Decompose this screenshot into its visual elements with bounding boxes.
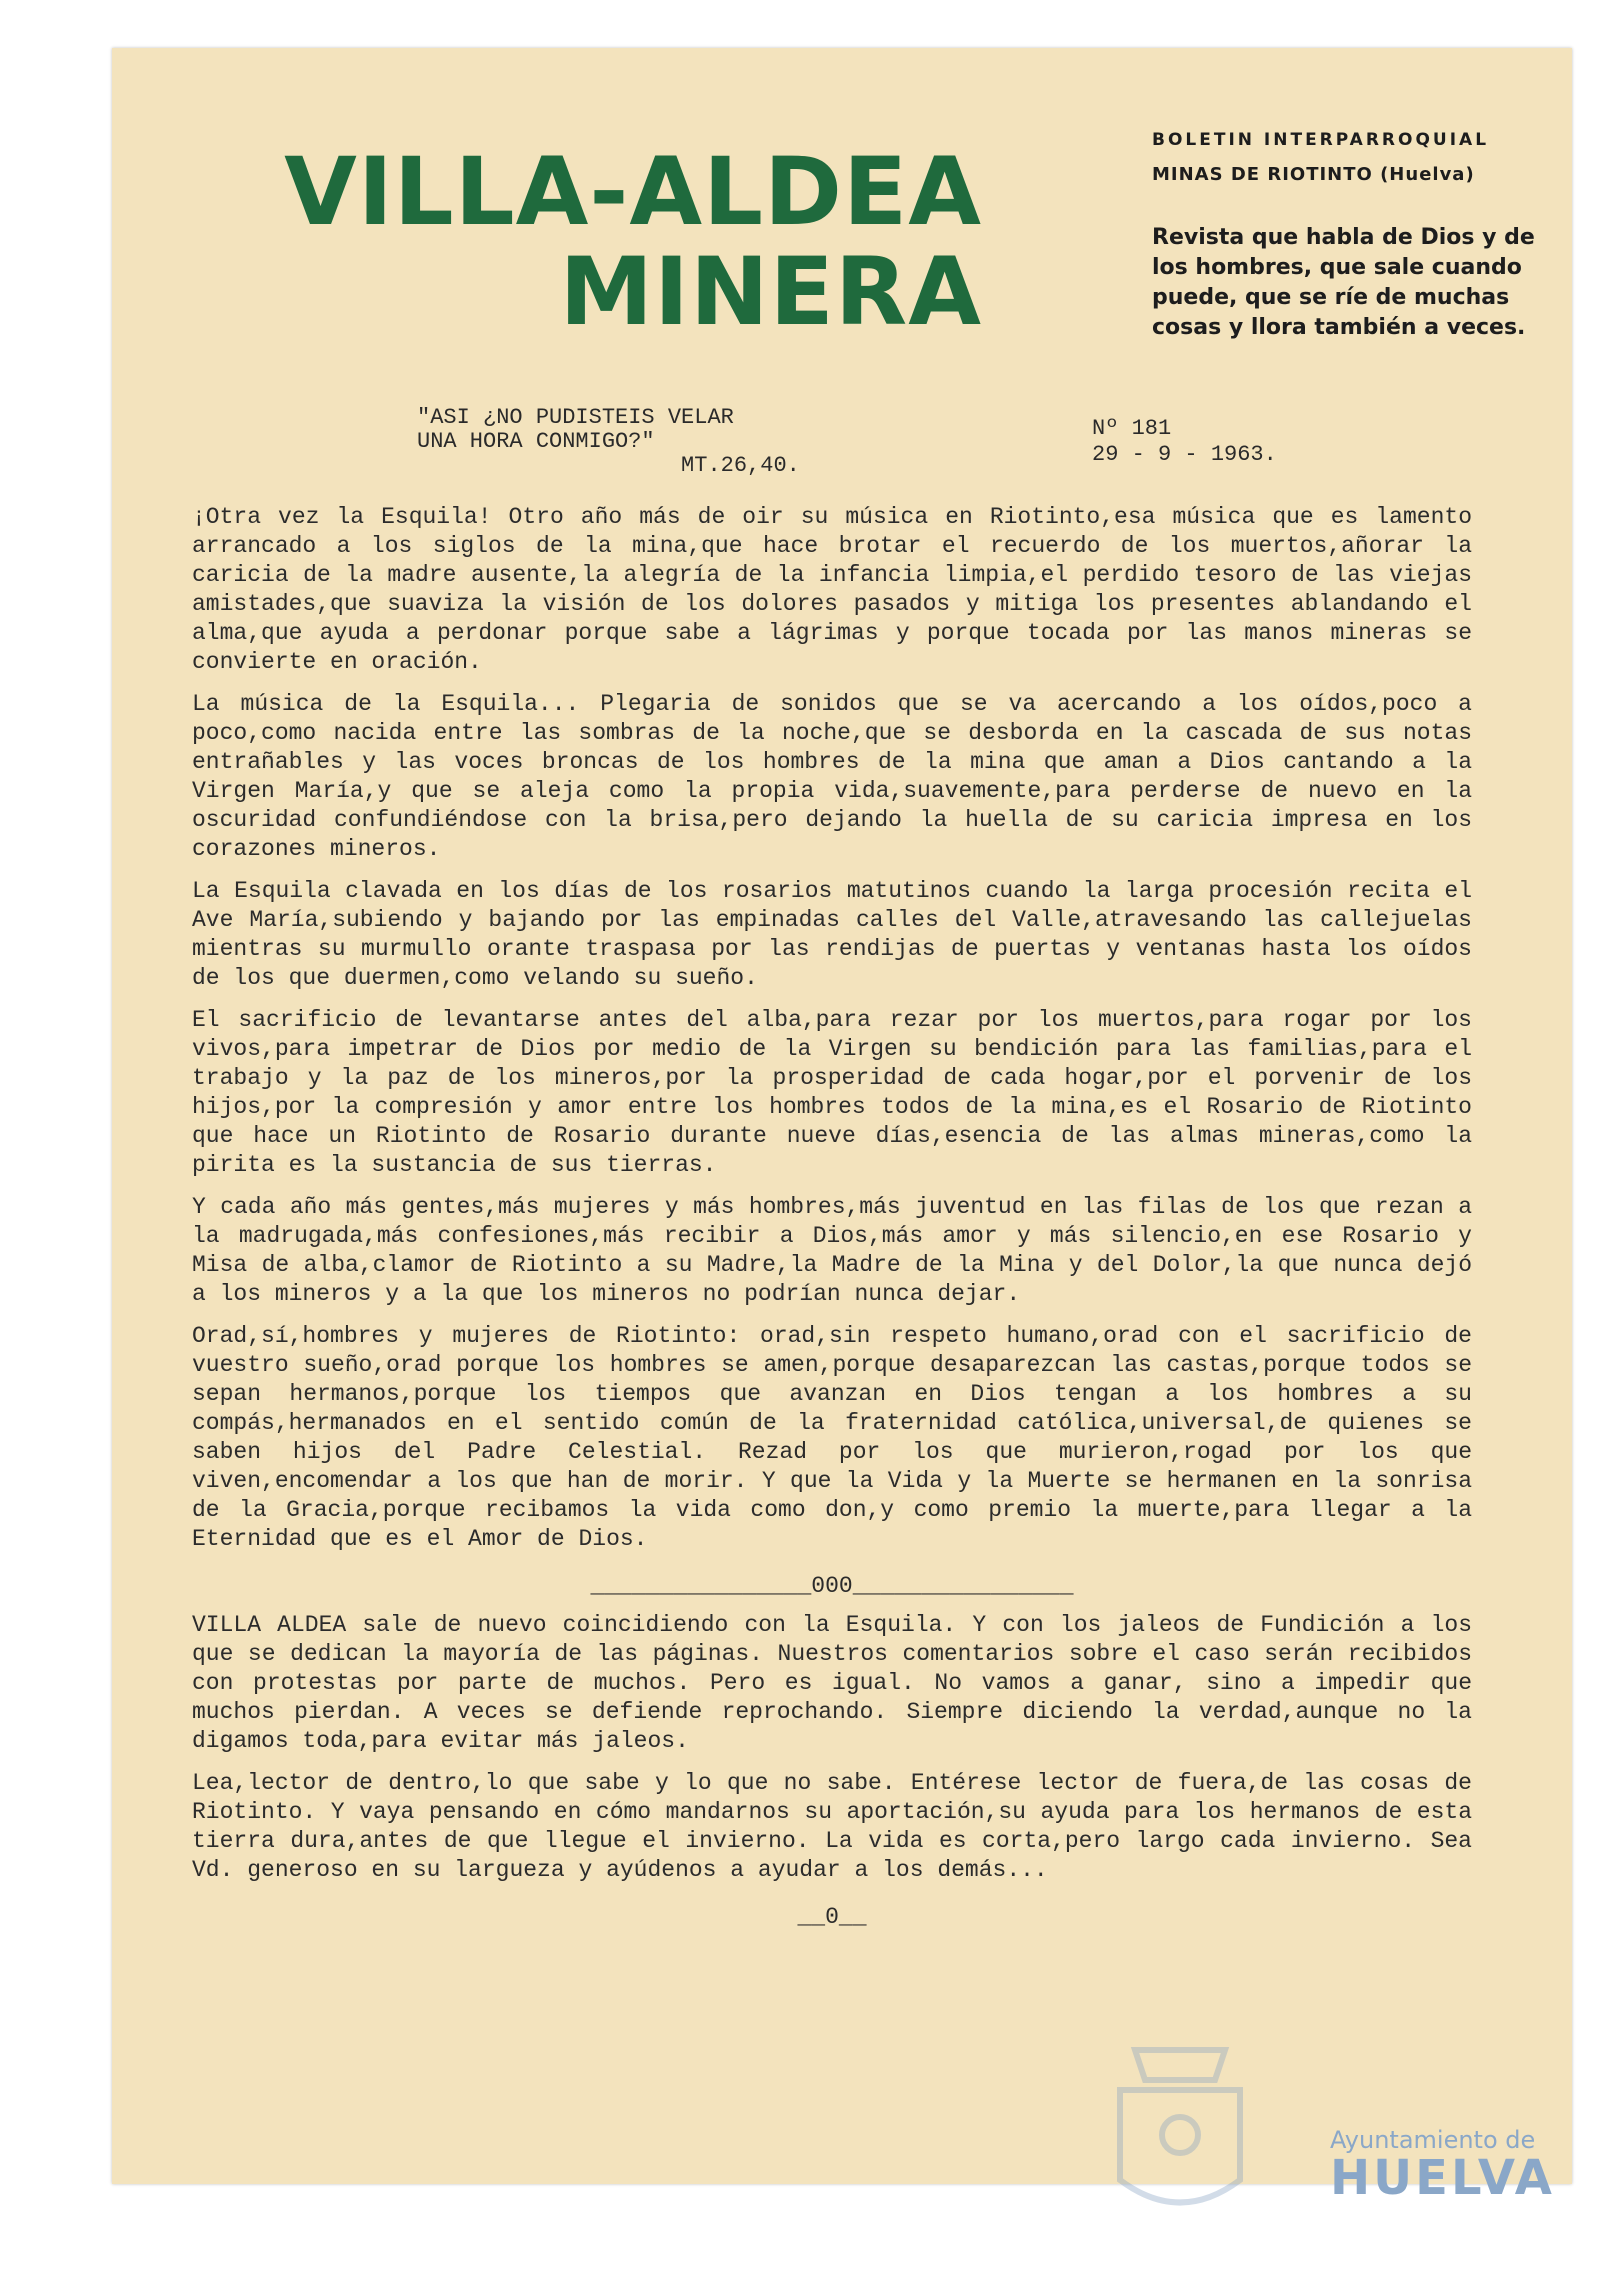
paragraph: La Esquila clavada en los días de los rosarios matutinos cuando la larga procesión recita el Ave María,subiendo y bajando por las empinadas calles del Valle,atravesando las callejuelas mientras su murmullo orante traspasa por las rendijas de puertas y ventanas hasta los oídos de los que duermen,como velando su sueño. (192, 878, 1472, 991)
document-page (112, 48, 1572, 2184)
watermark-line2: HUELVA (1330, 2150, 1555, 2206)
issue-number: Nº 181 (1092, 416, 1172, 441)
paragraph: Orad,sí,hombres y mujeres de Riotinto: orad,sin respeto humano,orad con el sacrificio de vuestro sueño,orad porque los hombres se amen,porque desaparezcan las castas,porque todos se sepan hermanos,porque los tiempos que avanzan en Dios tengan a los hombres a su compás,hermanados en el sentido común de la fraternidad católica,universal,de quienes se saben hijos del Padre Celestial. Rezad por los que murieron,rogad por los que viven,encomendar a los que han de morir. Y que la Vida y la Muerte se hermanen en la sonrisa de la Gracia,porque recibamos la vida como don,y como premio la muerte,para llegar a la Eternidad que es el Amor de Dios. (192, 1323, 1472, 1552)
masthead-info (1152, 130, 1542, 343)
quote-line1: "ASI ¿NO PUDISTEIS VELAR (417, 405, 734, 430)
masthead-title (202, 138, 982, 347)
end-separator: __0__ (797, 1904, 867, 1930)
watermark-line1: Ayuntamiento de (1330, 2126, 1536, 2154)
masthead-title-line2: MINERA (559, 238, 982, 347)
article-body (192, 503, 1472, 1942)
location-label: MINAS DE RIOTINTO (Huelva) (1152, 164, 1475, 185)
paragraph: La música de la Esquila... Plegaria de sonidos que se va acercando a los oídos,poco a poco,como nacida entre las sombras de la noche,que se desborda en la cascada de sus notas entrañables y las voces broncas de los hombres de la mina que aman a Dios cantando a la Virgen María,y que se aleja como la propia vida,suavemente,para perderse de nuevo en la oscuridad confundiéndose con la brisa,pero dejando la huella de su caricia impresa en los corazones mineros. (192, 691, 1472, 862)
issue-info (1092, 416, 1277, 468)
quote-reference: MT.26,40. (681, 453, 800, 478)
paragraph: ¡Otra vez la Esquila! Otro año más de oir su música en Riotinto,esa música que es lamento arrancado a los siglos de la mina,que hace brotar el recuerdo de los muertos,añorar la caricia de la madre ausente,la alegría de la infancia limpia,el perdido tesoro de las viejas amistades,que suaviza la visión de los dolores pasados y mitiga los presentes ablandando el alma,que ayuda a perdonar porque sabe a lágrimas y porque tocada por las manos mineras se convierte en oración. (192, 504, 1472, 675)
paragraph: El sacrificio de levantarse antes del alba,para rezar por los muertos,para rogar por los vivos,para impetrar de Dios por medio de la Virgen su bendición para las familias,para el trabajo y la paz de los mineros,por la prosperidad de cada hogar,por el porvenir de los hijos,por la compresión y amor entre los hombres todos de la mina,es el Rosario de Riotinto que hace un Riotinto de Rosario durante nueve días,esencia de las almas mineras,como la pirita es la sustancia de sus tierras. (192, 1007, 1472, 1178)
issue-date: 29 - 9 - 1963. (1092, 442, 1277, 467)
section-separator: ________________000________________ (590, 1573, 1074, 1599)
paragraph: Y cada año más gentes,más mujeres y más hombres,más juventud en las filas de los que rezan a la madrugada,más confesiones,más recibir a Dios,más amor y más silencio,en ese Rosario y Misa de alba,clamor de Riotinto a su Madre,la Madre de la Mina y del Dolor,la que nunca dejó a los mineros y a la que los mineros no podrían nunca dejar. (192, 1194, 1472, 1307)
quote-line2: UNA HORA CONMIGO?" (417, 429, 655, 454)
paragraph: Lea,lector de dentro,lo que sabe y lo que no sabe. Entérese lector de fuera,de las cosas de Riotinto. Y vaya pensando en cómo mandarnos su aportación,su ayuda para los hermanos de esta tierra dura,antes de que llegue el invierno. La vida es corta,pero largo cada invierno. Sea Vd. generoso en su largueza y ayúdenos a ayudar a los demás... (192, 1770, 1472, 1883)
tagline: Revista que habla de Dios y de los hombres, que sale cuando puede, que se ríe de muchas cosas y llora también a veces. (1152, 225, 1535, 340)
masthead-title-line1: VILLA-ALDEA (284, 138, 982, 247)
epigraph-quote (417, 406, 800, 478)
boletin-label: BOLETIN INTERPARROQUIAL (1152, 130, 1490, 150)
paragraph: VILLA ALDEA sale de nuevo coincidiendo con la Esquila. Y con los jaleos de Fundición a los que se dedican la mayoría de las páginas. Nuestros comentarios sobre el caso serán recibidos con protestas por parte de muchos. Pero es igual. No vamos a ganar, sino a impedir que muchos pierdan. A veces se defiende reprochando. Siempre diciendo la verdad,aunque no la digamos toda,para evitar más jaleos. (192, 1612, 1472, 1754)
